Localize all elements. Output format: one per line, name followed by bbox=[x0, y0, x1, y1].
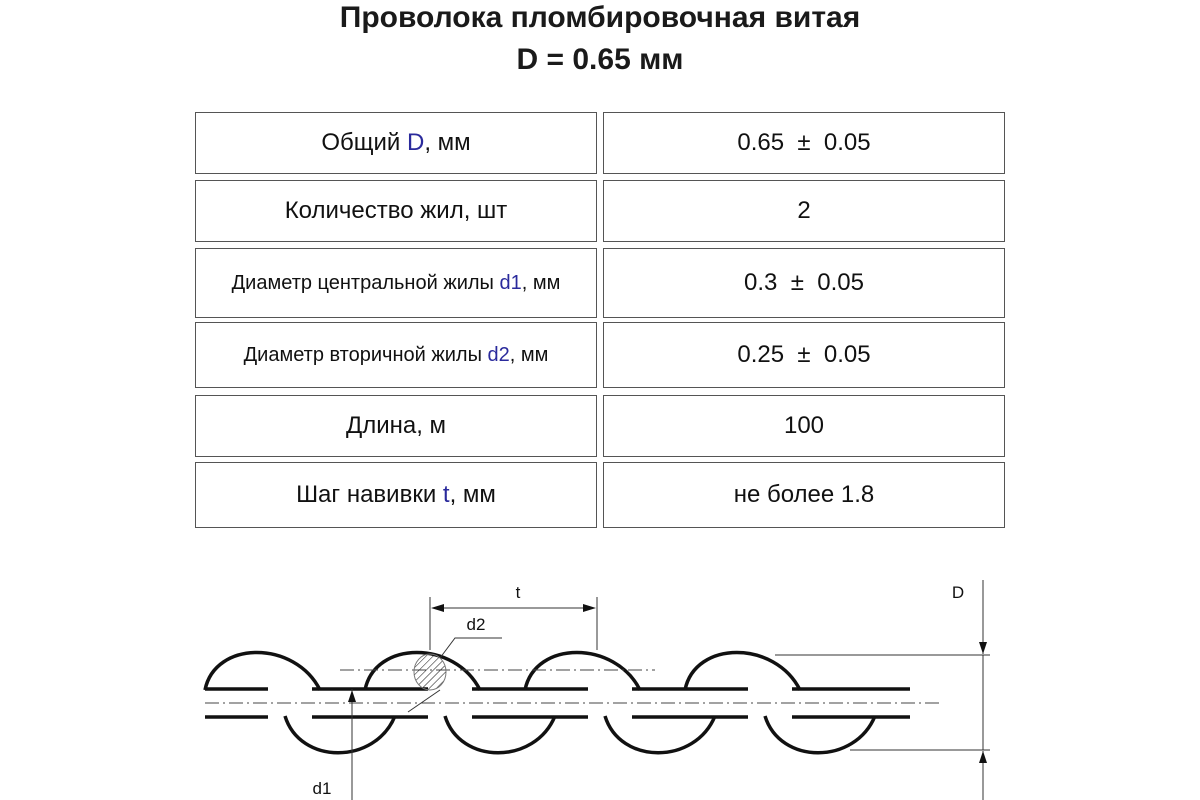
symbol-text: d1 bbox=[499, 271, 522, 294]
d1-label: d1 bbox=[312, 779, 332, 798]
label-text: Шаг навивки bbox=[296, 481, 443, 508]
D-label: D bbox=[951, 583, 965, 602]
unit-text: , мм bbox=[521, 271, 561, 294]
d2-cross-section bbox=[414, 654, 446, 690]
spec-value-lay-pitch: не более 1.8 bbox=[603, 462, 1005, 528]
d2-label: d2 bbox=[466, 615, 486, 634]
spec-label-total-diameter bbox=[195, 112, 597, 174]
symbol-text: d2 bbox=[487, 343, 510, 366]
spec-value-length: 100 bbox=[603, 395, 1005, 457]
twisted-wire-drawing bbox=[0, 560, 1200, 800]
spec-label-lay-pitch bbox=[195, 462, 597, 528]
t-label: t bbox=[515, 583, 521, 602]
d1-dimension bbox=[348, 689, 356, 800]
unit-text: , мм bbox=[449, 481, 496, 508]
symbol-text: t bbox=[442, 481, 450, 508]
unit-text: , мм bbox=[424, 129, 471, 156]
label-text: Диаметр центральной жилы bbox=[231, 271, 500, 294]
spec-label-central-core-diameter bbox=[195, 248, 597, 318]
label-text: Длина, м bbox=[345, 412, 447, 439]
symbol-text: D bbox=[406, 129, 425, 156]
spec-value-total-diameter: 0.65 ± 0.05 bbox=[603, 112, 1005, 174]
page-title: Проволока пломбировочная витая bbox=[339, 1, 861, 34]
pitch-dimension bbox=[430, 597, 597, 650]
spec-value-central-core-diameter: 0.3 ± 0.05 bbox=[603, 248, 1005, 318]
spec-label-core-count bbox=[195, 180, 597, 242]
spec-value-secondary-core-diameter: 0.25 ± 0.05 bbox=[603, 322, 1005, 388]
label-text: Общий bbox=[321, 129, 407, 156]
spec-label-secondary-core-diameter bbox=[195, 322, 597, 388]
label-text: Количество жил, шт bbox=[284, 197, 508, 224]
spec-label-length bbox=[195, 395, 597, 457]
page-subtitle: D = 0.65 мм bbox=[516, 43, 684, 76]
label-text: Диаметр вторичной жилы bbox=[243, 343, 488, 366]
spec-value-core-count: 2 bbox=[603, 180, 1005, 242]
unit-text: , мм bbox=[509, 343, 549, 366]
